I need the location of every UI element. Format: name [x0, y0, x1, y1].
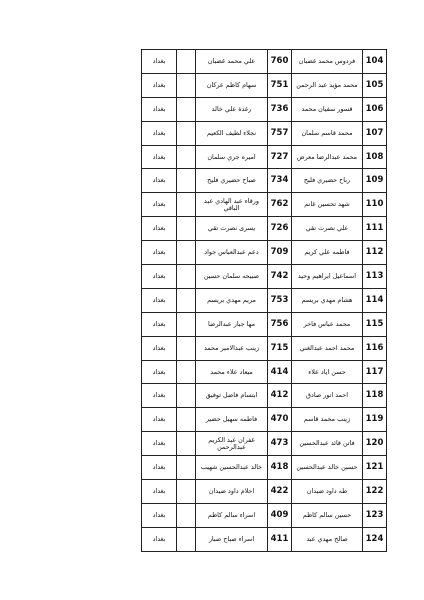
applicant-name: اسماعيل ابراهيم وحيد — [292, 265, 363, 289]
table-row — [142, 527, 387, 551]
applicant-name: محمد عبدالرضا معرض — [292, 145, 363, 169]
city-cell: بغداد — [142, 241, 177, 265]
applicant-name: طه داود ضيدان — [292, 480, 363, 504]
row-number: 123 — [363, 503, 387, 527]
partner-name: رغدة علي خالد — [196, 97, 268, 121]
partner-name: صبيحه سلمان حسين — [196, 265, 268, 289]
table-row — [142, 432, 387, 456]
table-row — [142, 145, 387, 169]
empty-cell — [177, 73, 196, 97]
table-row — [142, 503, 387, 527]
record-code: 760 — [268, 50, 292, 74]
empty-cell — [177, 312, 196, 336]
record-code: 751 — [268, 73, 292, 97]
applicant-name: حسن اياد علاء — [292, 360, 363, 384]
empty-cell — [177, 217, 196, 241]
row-number: 121 — [363, 456, 387, 480]
table-row — [142, 336, 387, 360]
row-number: 112 — [363, 241, 387, 265]
row-number: 113 — [363, 265, 387, 289]
city-cell: بغداد — [142, 73, 177, 97]
row-number: 110 — [363, 193, 387, 217]
applicant-name: احمد انور صادق — [292, 384, 363, 408]
partner-name: ميعاد علاء محمد — [196, 360, 268, 384]
city-cell: بغداد — [142, 432, 177, 456]
empty-cell — [177, 336, 196, 360]
applicant-name: محمد مؤيد عبد الرحمن — [292, 73, 363, 97]
record-code: 411 — [268, 527, 292, 551]
empty-cell — [177, 121, 196, 145]
table-row — [142, 217, 387, 241]
table-row — [142, 408, 387, 432]
row-number: 111 — [363, 217, 387, 241]
applicant-name: فاطمه علي كريم — [292, 241, 363, 265]
empty-cell — [177, 360, 196, 384]
row-number: 104 — [363, 50, 387, 74]
city-cell: بغداد — [142, 145, 177, 169]
city-cell: بغداد — [142, 169, 177, 193]
record-code: 409 — [268, 503, 292, 527]
city-cell: بغداد — [142, 527, 177, 551]
empty-cell — [177, 503, 196, 527]
applicant-name: فردوس محمد غضبان — [292, 50, 363, 74]
record-code: 470 — [268, 408, 292, 432]
record-code: 753 — [268, 288, 292, 312]
partner-name: علي محمد غضبان — [196, 50, 268, 74]
row-number: 119 — [363, 408, 387, 432]
partner-name: اسراء صباح صبار — [196, 527, 268, 551]
record-code: 726 — [268, 217, 292, 241]
partner-name: زينب عبدالامير محمد — [196, 336, 268, 360]
row-number: 122 — [363, 480, 387, 504]
applicant-name: حسين خالد عبدالحسين — [292, 456, 363, 480]
table-row — [142, 73, 387, 97]
table-row — [142, 384, 387, 408]
table-row — [142, 193, 387, 217]
city-cell: بغداد — [142, 408, 177, 432]
city-cell: بغداد — [142, 503, 177, 527]
record-code: 414 — [268, 360, 292, 384]
city-cell: بغداد — [142, 265, 177, 289]
partner-name: مريم مهدي بريسم — [196, 288, 268, 312]
city-cell: بغداد — [142, 217, 177, 241]
row-number: 118 — [363, 384, 387, 408]
applicant-name: زينب محمد قاسم — [292, 408, 363, 432]
empty-cell — [177, 527, 196, 551]
empty-cell — [177, 50, 196, 74]
table-row — [142, 97, 387, 121]
empty-cell — [177, 480, 196, 504]
partner-name: اميره جري سلمان — [196, 145, 268, 169]
table-row — [142, 456, 387, 480]
record-code: 734 — [268, 169, 292, 193]
city-cell: بغداد — [142, 384, 177, 408]
empty-cell — [177, 288, 196, 312]
applicant-name: صالح مهدي عبد — [292, 527, 363, 551]
applicant-name: هشام مهدي بريسم — [292, 288, 363, 312]
city-cell: بغداد — [142, 121, 177, 145]
table-row — [142, 241, 387, 265]
empty-cell — [177, 169, 196, 193]
city-cell: بغداد — [142, 50, 177, 74]
row-number: 115 — [363, 312, 387, 336]
record-code: 742 — [268, 265, 292, 289]
city-cell: بغداد — [142, 288, 177, 312]
partner-name: ابتسام فاضل توفيق — [196, 384, 268, 408]
empty-cell — [177, 193, 196, 217]
document-sheet — [141, 49, 387, 552]
row-number: 124 — [363, 527, 387, 551]
record-code: 762 — [268, 193, 292, 217]
partner-name: نجلاء لطيف الكعيم — [196, 121, 268, 145]
record-code: 709 — [268, 241, 292, 265]
empty-cell — [177, 456, 196, 480]
partner-name: ورقاء عبد الهادي عبد الباقي — [196, 193, 268, 217]
applicant-name: محمد عباس فاخر — [292, 312, 363, 336]
city-cell: بغداد — [142, 312, 177, 336]
partner-name: فاطمه سهيل حضير — [196, 408, 268, 432]
partner-name: احلام داود ضيدان — [196, 480, 268, 504]
record-code: 756 — [268, 312, 292, 336]
partner-name: مها جبار عبدالرضا — [196, 312, 268, 336]
partner-name: غفران عبد الكريم عبدالرحمن — [196, 432, 268, 456]
partner-name: اسراء سالم كاظم — [196, 503, 268, 527]
row-number: 116 — [363, 336, 387, 360]
city-cell: بغداد — [142, 480, 177, 504]
partner-name: خالد عبدالحسين شهيب — [196, 456, 268, 480]
row-number: 107 — [363, 121, 387, 145]
applicant-name: علي نصرت تقي — [292, 217, 363, 241]
applicant-name: حسين سالم كاظم — [292, 503, 363, 527]
city-cell: بغداد — [142, 360, 177, 384]
row-number: 114 — [363, 288, 387, 312]
empty-cell — [177, 241, 196, 265]
names-table — [141, 49, 387, 552]
empty-cell — [177, 432, 196, 456]
table-row — [142, 265, 387, 289]
partner-name: دعم عبدالعباس جواد — [196, 241, 268, 265]
table-body — [142, 50, 387, 552]
record-code: 412 — [268, 384, 292, 408]
record-code: 757 — [268, 121, 292, 145]
row-number: 108 — [363, 145, 387, 169]
record-code: 727 — [268, 145, 292, 169]
partner-name: يسرى نصرت تقي — [196, 217, 268, 241]
partner-name: صباح حضيري فليح — [196, 169, 268, 193]
row-number: 117 — [363, 360, 387, 384]
applicant-name: قسور سفيان محمد — [292, 97, 363, 121]
city-cell: بغداد — [142, 336, 177, 360]
empty-cell — [177, 408, 196, 432]
table-row — [142, 121, 387, 145]
city-cell: بغداد — [142, 193, 177, 217]
empty-cell — [177, 145, 196, 169]
table-row — [142, 480, 387, 504]
row-number: 120 — [363, 432, 387, 456]
partner-name: سهام كاظم عركان — [196, 73, 268, 97]
record-code: 715 — [268, 336, 292, 360]
applicant-name: شهد تحسين غانم — [292, 193, 363, 217]
applicant-name: رباح حضيري فليح — [292, 169, 363, 193]
empty-cell — [177, 97, 196, 121]
applicant-name: محمد احمد عبدالغني — [292, 336, 363, 360]
record-code: 473 — [268, 432, 292, 456]
row-number: 105 — [363, 73, 387, 97]
table-row — [142, 288, 387, 312]
row-number: 109 — [363, 169, 387, 193]
table-row — [142, 169, 387, 193]
applicant-name: محمد قاسم سلمان — [292, 121, 363, 145]
empty-cell — [177, 384, 196, 408]
city-cell: بغداد — [142, 456, 177, 480]
record-code: 418 — [268, 456, 292, 480]
record-code: 422 — [268, 480, 292, 504]
city-cell: بغداد — [142, 97, 177, 121]
record-code: 736 — [268, 97, 292, 121]
table-row — [142, 360, 387, 384]
table-row — [142, 50, 387, 74]
row-number: 106 — [363, 97, 387, 121]
empty-cell — [177, 265, 196, 289]
applicant-name: فاتن قائد عبدالحسين — [292, 432, 363, 456]
table-row — [142, 312, 387, 336]
